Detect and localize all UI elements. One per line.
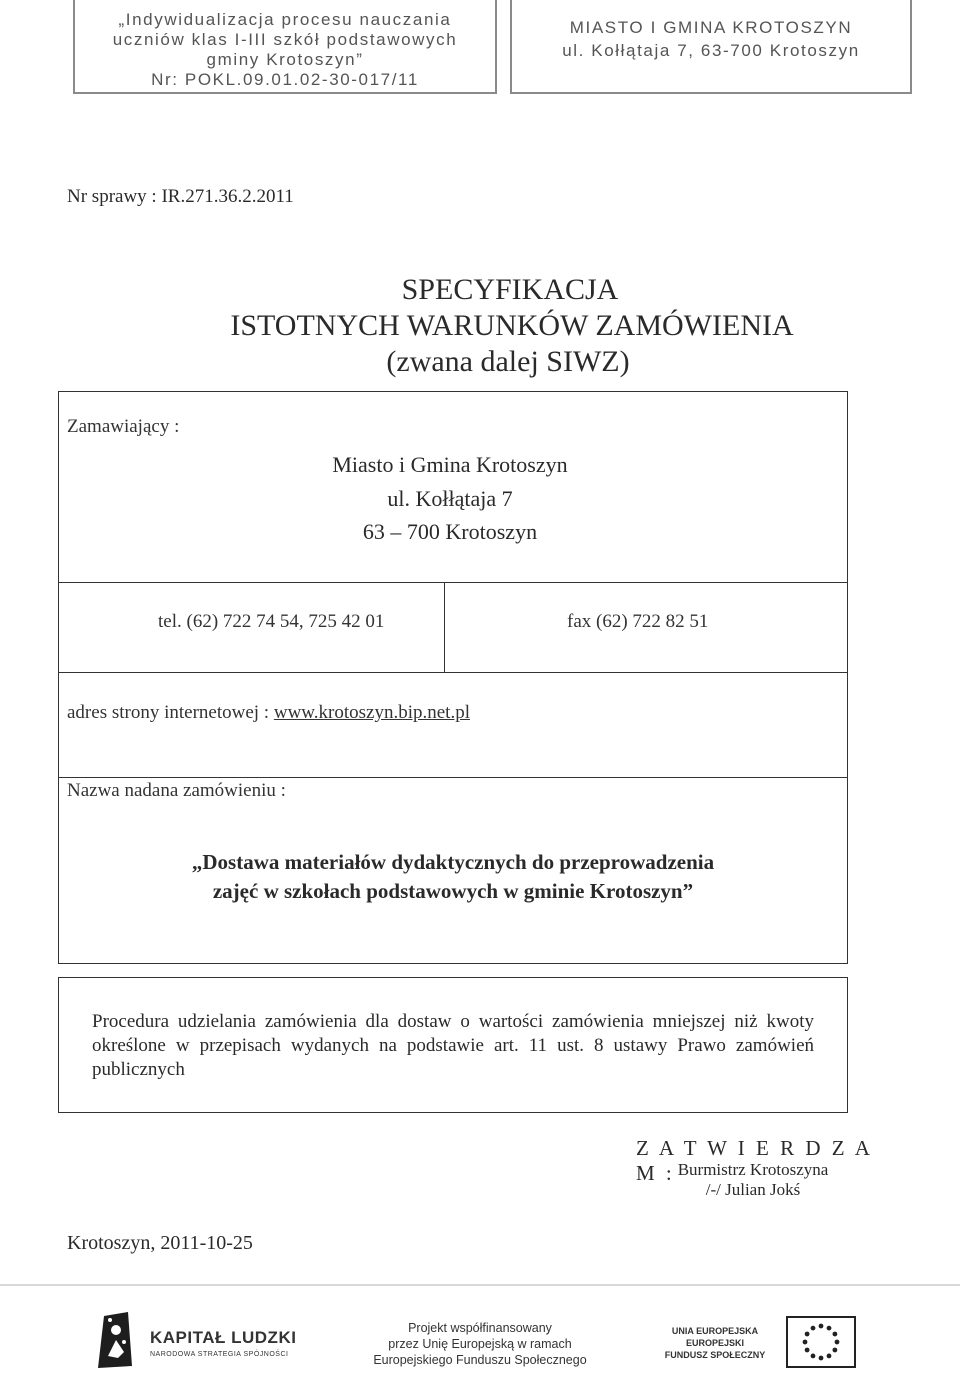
orderer-street: ul. Kołłątaja 7: [387, 486, 513, 511]
cofinancing-line-2: przez Unię Europejską w ramach: [388, 1337, 572, 1351]
orderer-header-name: MIASTO I GMINA KROTOSZYN: [569, 18, 853, 37]
website-link[interactable]: www.krotoszyn.bip.net.pl: [273, 702, 470, 723]
project-number: Nr: POKL.09.01.02-30-017/11: [151, 70, 419, 89]
procedure-text: Procedura udzielania zamówienia dla dostaw o wartości zamówienia mniejszej niż kwoty określone w przepisach wydanych na podstawie art. 11 ust. 8 ustawy Prawo zamówień publicznych: [92, 1011, 814, 1080]
eu-star: [827, 1354, 832, 1359]
orderer-phone: tel. (62) 722 74 54, 725 42 01: [158, 611, 385, 632]
orderer-label: Zamawiający :: [67, 416, 180, 437]
document-title-line-3: (zwana dalej SIWZ): [386, 345, 630, 378]
orderer-name: Miasto i Gmina Krotoszyn: [332, 452, 568, 477]
table-divider: [58, 582, 848, 583]
table-divider: [444, 582, 445, 672]
eu-flag-icon: [786, 1316, 856, 1368]
website-row: [67, 702, 470, 724]
project-title-line-1: „Indywidualizacja procesu nauczania: [118, 10, 452, 29]
eu-logo-text: [650, 1325, 780, 1361]
eu-star: [805, 1348, 810, 1353]
place-date: Krotoszyn, 2011-10-25: [67, 1232, 253, 1254]
eu-line-2: EUROPEJSKI: [685, 1338, 745, 1348]
eu-star: [833, 1348, 838, 1353]
kapital-ludzki-subtitle: NARODOWA STRATEGIA SPÓJNOŚCI: [150, 1351, 289, 1358]
order-label: Nazwa nadana zamówieniu :: [67, 780, 286, 801]
case-number: Nr sprawy : IR.271.36.2.2011: [67, 186, 294, 207]
approval-title: Z A T W I E R D Z A M :: [636, 1136, 872, 1185]
footer-divider: [0, 1284, 960, 1286]
website-label: adres strony internetowej :: [67, 702, 270, 723]
eu-line-3: FUNDUSZ SPOŁECZNY: [664, 1350, 766, 1360]
eu-star: [819, 1356, 824, 1361]
kapital-ludzki-name: KAPITAŁ LUDZKI: [150, 1328, 297, 1347]
table-divider: [58, 777, 848, 778]
eu-star: [805, 1332, 810, 1337]
eu-star: [835, 1340, 840, 1345]
orderer-city: 63 – 700 Krotoszyn: [362, 519, 538, 544]
orderer-fax: fax (62) 722 82 51: [567, 611, 709, 632]
eu-line-1: UNIA EUROPEJSKA: [671, 1326, 759, 1336]
eu-star: [811, 1354, 816, 1359]
cofinancing-line-3: Europejskiego Funduszu Społecznego: [373, 1353, 587, 1367]
orderer-header-address: ul. Kołłątaja 7, 63-700 Krotoszyn: [562, 41, 860, 60]
eu-star: [819, 1324, 824, 1329]
cofinancing-line-1: Projekt współfinansowany: [408, 1321, 552, 1335]
document-title-line-1: SPECYFIKACJA: [401, 273, 619, 306]
project-title-line-2: uczniów klas I-III szkół podstawowych: [112, 30, 458, 49]
eu-star: [827, 1326, 832, 1331]
orderer-header-box: [510, 0, 912, 94]
eu-star: [811, 1326, 816, 1331]
document-title-line-2: ISTOTNYCH WARUNKÓW ZAMÓWIENIA: [230, 309, 794, 342]
approval-role: Burmistrz Krotoszyna: [677, 1160, 829, 1179]
order-name-line-1: „Dostawa materiałów dydaktycznych do przeprowadzenia: [191, 850, 715, 874]
eu-star: [833, 1332, 838, 1337]
project-header-box: [73, 0, 497, 94]
cofinancing-note: [360, 1320, 600, 1368]
approval-signature: /-/ Julian Jokś: [705, 1180, 801, 1199]
eu-star: [803, 1340, 808, 1345]
kapital-ludzki-logo-icon: [96, 1312, 136, 1368]
project-title-line-3: gminy Krotoszyn”: [206, 50, 364, 69]
order-name-line-2: zajęć w szkołach podstawowych w gminie Krotoszyn”: [212, 879, 694, 903]
